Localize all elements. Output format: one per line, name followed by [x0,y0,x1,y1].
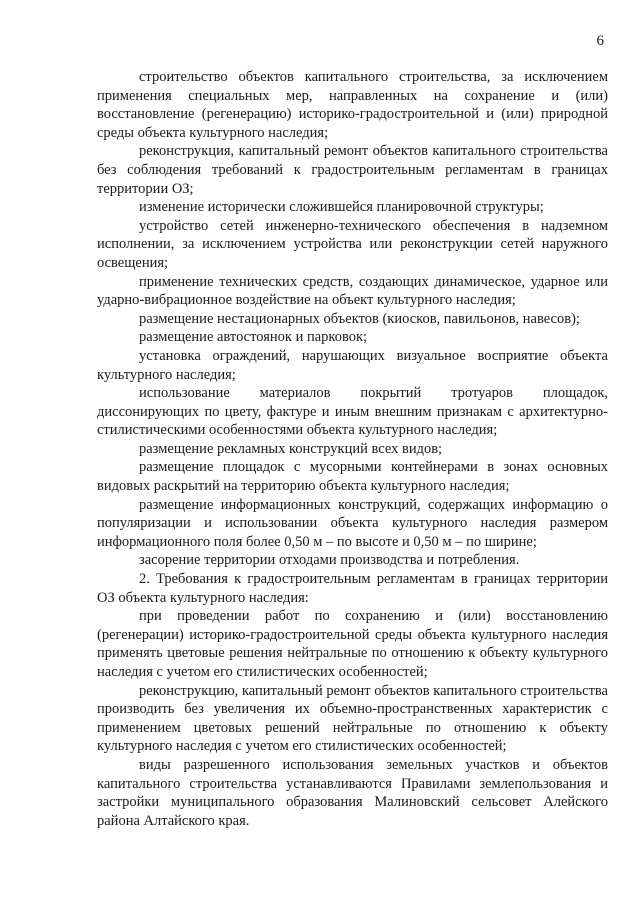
paragraph: размещение нестационарных объектов (киосков, павильонов, навесов); [139,310,580,327]
paragraph: применение технических средств, создающих динамическое, ударное или ударно-вибрационное воздействие на объект культурного наследия; [97,273,608,309]
document-body [97,68,608,830]
paragraph: изменение исторически сложившейся планировочной структуры; [139,199,544,216]
paragraph: виды разрешенного использования земельных участков и объектов капитального строительства устанавливаются Правилами землепользования и застройки муниципального образования Малиновский сельсовет Алейского района Алтайского края. [97,756,608,829]
page-number: 6 [596,33,604,49]
paragraph: реконструкцию, капитальный ремонт объектов капитального строительства производить без увеличения их объемно-пространственных характеристик с применением цветовых решений нейтральные по отношению к объекту культурного наследия с учетом его стилистических особенностей; [97,682,608,755]
paragraph: при проведении работ по сохранению и (или) восстановлению (регенерации) историко-градостроительной среды объекта культурного наследия применять цветовые решения нейтральные по отношению к объекту культурного наследия с учетом его стилистических особенностей; [97,608,608,680]
paragraph: размещение информационных конструкций, содержащих информацию о популяризации и использовании объекта культурного наследия размером информационного поля более 0,50 м – по высоте и 0,50 м – по ширине; [97,496,608,550]
paragraph: строительство объектов капитального строительства, за исключением применения специальных мер, направленных на сохранение и (или) восстановление (регенерацию) историко-градостроительной и (или) природной среды объекта культурного наследия; [97,69,608,141]
paragraph: реконструкция, капитальный ремонт объектов капитального строительства без соблюдения требований к градостроительным регламентам в границах территории ОЗ; [97,143,608,197]
paragraph: использование материалов покрытий тротуаров площадок, диссонирующих по цвету, фактуре и иным внешним признакам с архитектурно-стилистическими особенностями объекта культурного наследия; [97,385,608,439]
paragraph: размещение автостоянок и парковок; [139,329,368,346]
paragraph: размещение рекламных конструкций всех видов; [139,440,443,457]
paragraph: устройство сетей инженерно-технического обеспечения в надземном исполнении, за исключением устройства или реконструкции сетей наружного освещения; [97,217,608,271]
paragraph: размещение площадок с мусорными контейнерами в зонах основных видовых раскрытий на территорию объекта культурного наследия; [97,459,608,495]
paragraph: установка ограждений, нарушающих визуальное восприятие объекта культурного наследия; [97,347,608,383]
paragraph: засорение территории отходами производства и потребления. [139,552,520,569]
section-heading: 2. Требования к градостроительным регламентам в границах территории ОЗ объекта культурного наследия: [97,571,608,606]
